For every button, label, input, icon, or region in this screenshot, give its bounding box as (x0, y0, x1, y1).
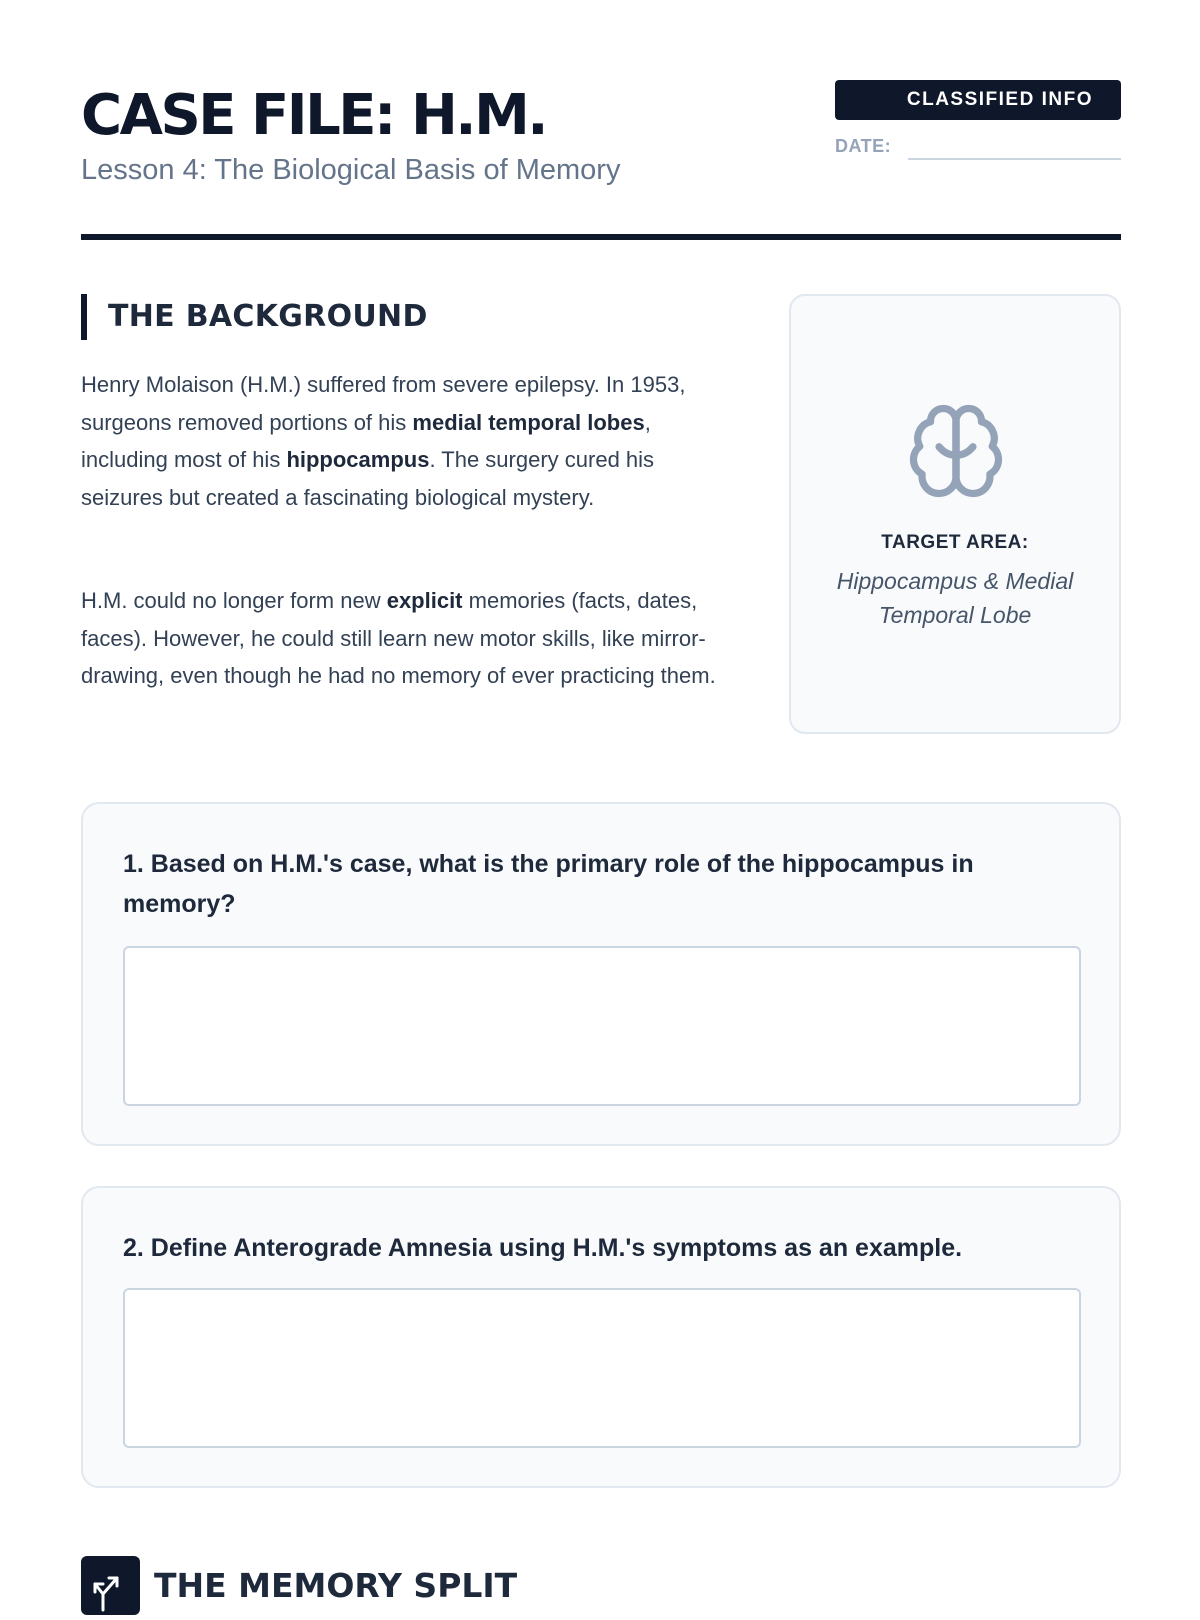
question-card-1 (81, 802, 1121, 1146)
background-paragraph-1 (81, 366, 741, 516)
brain-icon (905, 400, 1007, 502)
split-arrow-icon (81, 1556, 140, 1615)
background-paragraph-2 (81, 582, 741, 695)
page-subtitle: Lesson 4: The Biological Basis of Memory (81, 154, 621, 186)
memory-split-section-title: THE MEMORY SPLIT (154, 1566, 518, 1605)
target-area-label: TARGET AREA: (881, 532, 1029, 553)
header-divider (81, 234, 1121, 240)
question-1-answer-field[interactable] (123, 946, 1081, 1106)
bold-term: medial temporal lobes (412, 409, 645, 435)
text-run: . The surgery cured his seizures but created a fascinating biological mystery. (81, 447, 655, 510)
text-run: Henry Molaison (H.M.) suffered from severe epilepsy. In 1953, surgeons removed portions of his (81, 372, 686, 435)
question-2-text: 2. Define Anterograde Amnesia using H.M.'s symptoms as an example. (123, 1234, 963, 1262)
bold-term: explicit (386, 588, 463, 613)
question-2-answer-field[interactable] (123, 1288, 1081, 1448)
bold-term: hippocampus (286, 447, 430, 472)
date-label: DATE: (835, 136, 892, 156)
question-1-text: 1. Based on H.M.'s case, what is the primary role of the hippocampus in memory? (123, 850, 974, 918)
target-area-value: Hippocampus & Medial Temporal Lobe (836, 568, 1074, 628)
page-header (81, 80, 1121, 240)
question-card-2 (81, 1186, 1121, 1488)
text-run: memories (facts, dates, faces). However, he could still learn new motor skills, like mirror-drawing, even though he had no memory of ever practicing them. (81, 588, 716, 688)
text-run: , including most of his (81, 409, 651, 472)
target-area-card (789, 294, 1121, 734)
text-run: H.M. could no longer form new (81, 588, 387, 613)
classified-badge: CLASSIFIED INFO (835, 80, 1121, 120)
page-title: CASE FILE: H.M. (81, 83, 547, 148)
date-field[interactable] (908, 158, 1121, 160)
background-section-title: THE BACKGROUND (81, 294, 428, 340)
